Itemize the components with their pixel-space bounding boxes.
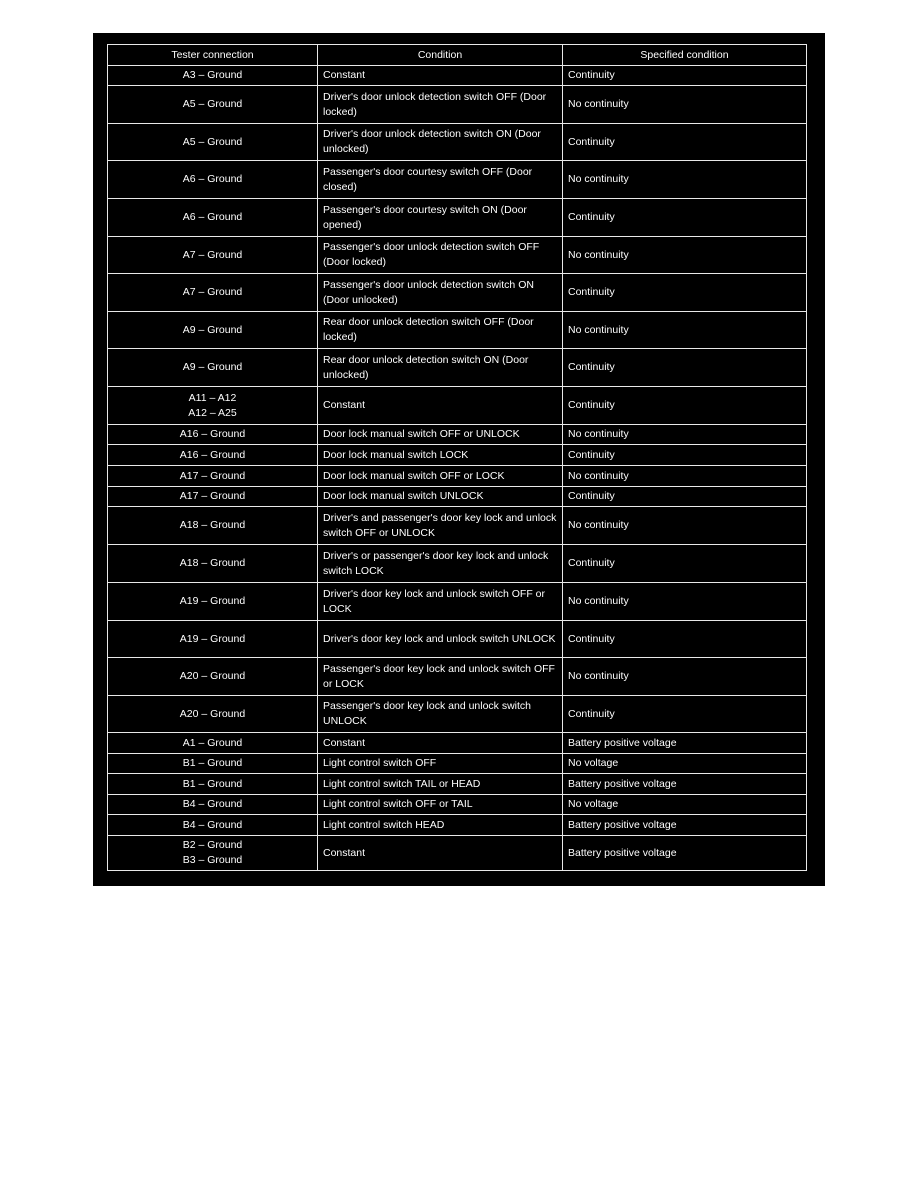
- condition-cell: Door lock manual switch LOCK: [318, 445, 563, 466]
- table-panel: [93, 33, 825, 886]
- specified-condition-cell: Continuity: [563, 445, 807, 466]
- tester-connection-text: A20 – Ground: [179, 670, 246, 682]
- table-row: [108, 237, 807, 274]
- specified-condition-cell: Continuity: [563, 349, 807, 387]
- tester-connection-cell: [108, 583, 318, 621]
- table-row: [108, 86, 807, 124]
- table-row: [108, 274, 807, 312]
- specified-condition-cell: Continuity: [563, 621, 807, 658]
- tester-connection-cell: [108, 387, 318, 425]
- table-row: [108, 545, 807, 583]
- tester-connection-cell: [108, 733, 318, 754]
- table-row: [108, 312, 807, 349]
- tester-connection-text: B4 – Ground: [182, 818, 243, 831]
- tester-connection-text: A9 – Ground: [182, 323, 243, 336]
- tester-connection-text: A5 – Ground: [182, 135, 243, 148]
- condition-cell: Rear door unlock detection switch OFF (Door locked): [318, 312, 563, 349]
- table-body: [108, 66, 807, 871]
- condition-cell: Light control switch OFF: [318, 754, 563, 774]
- specified-condition-cell: No continuity: [563, 237, 807, 274]
- tester-connection-cell: [108, 696, 318, 733]
- tester-connection-text: A17 – Ground: [179, 469, 246, 482]
- condition-cell: Door lock manual switch UNLOCK: [318, 487, 563, 507]
- condition-cell: Passenger's door unlock detection switch ON (Door unlocked): [318, 274, 563, 312]
- specified-condition-cell: No continuity: [563, 466, 807, 487]
- specified-condition-cell: Continuity: [563, 545, 807, 583]
- condition-cell: Passenger's door courtesy switch OFF (Door closed): [318, 161, 563, 199]
- tester-connection-cell: [108, 507, 318, 545]
- specified-condition-cell: Continuity: [563, 66, 807, 86]
- specified-condition-cell: No continuity: [563, 86, 807, 124]
- specified-condition-cell: No continuity: [563, 658, 807, 696]
- specified-condition-cell: Battery positive voltage: [563, 733, 807, 754]
- condition-cell: Driver's door unlock detection switch ON (Door unlocked): [318, 124, 563, 161]
- tester-connection-text: A16 – Ground: [179, 448, 246, 461]
- tester-connection-text: B3 – Ground: [182, 854, 243, 866]
- tester-connection-cell: [108, 836, 318, 871]
- tester-connection-cell: [108, 545, 318, 583]
- table-row: [108, 583, 807, 621]
- tester-connection-text: B1 – Ground: [182, 777, 243, 790]
- specified-condition-cell: No voltage: [563, 795, 807, 815]
- table-row: [108, 696, 807, 733]
- specified-condition-cell: No continuity: [563, 161, 807, 199]
- condition-cell: Driver's door key lock and unlock switch OFF or LOCK: [318, 583, 563, 621]
- condition-cell: Driver's door unlock detection switch OFF (Door locked): [318, 86, 563, 124]
- specified-condition-cell: Continuity: [563, 274, 807, 312]
- header-tester-connection: Tester connection: [108, 45, 318, 66]
- table-row: [108, 774, 807, 795]
- tester-connection-text: A3 – Ground: [182, 69, 243, 81]
- condition-cell: Constant: [318, 66, 563, 86]
- tester-connection-cell: [108, 445, 318, 466]
- specified-condition-cell: Battery positive voltage: [563, 836, 807, 871]
- condition-cell: Door lock manual switch OFF or UNLOCK: [318, 425, 563, 445]
- specified-condition-cell: Continuity: [563, 696, 807, 733]
- tester-connection-text: A19 – Ground: [179, 632, 246, 645]
- table-row: [108, 66, 807, 86]
- tester-connection-cell: [108, 658, 318, 696]
- tester-connection-cell: [108, 274, 318, 312]
- tester-connection-text: A18 – Ground: [179, 519, 246, 531]
- table-row: [108, 387, 807, 425]
- specified-condition-cell: Battery positive voltage: [563, 815, 807, 836]
- table-row: [108, 161, 807, 199]
- condition-cell: Driver's door key lock and unlock switch UNLOCK: [318, 621, 563, 658]
- tester-connection-cell: [108, 66, 318, 86]
- table-row: [108, 199, 807, 237]
- condition-cell: Driver's and passenger's door key lock and unlock switch OFF or UNLOCK: [318, 507, 563, 545]
- table-row: [108, 836, 807, 871]
- tester-connection-cell: [108, 349, 318, 387]
- tester-connection-text: A1 – Ground: [182, 736, 243, 749]
- tester-connection-text: A11 – A12: [188, 391, 237, 404]
- table-row: [108, 466, 807, 487]
- tester-connection-text: A17 – Ground: [179, 490, 246, 502]
- specified-condition-cell: No voltage: [563, 754, 807, 774]
- tester-connection-text: B1 – Ground: [182, 757, 243, 769]
- table-row: [108, 445, 807, 466]
- condition-cell: Constant: [318, 733, 563, 754]
- specified-condition-cell: No continuity: [563, 583, 807, 621]
- specified-condition-cell: Continuity: [563, 487, 807, 507]
- specified-condition-cell: Continuity: [563, 124, 807, 161]
- table-row: [108, 621, 807, 658]
- tester-connection-text: A6 – Ground: [182, 173, 243, 185]
- table-row: [108, 487, 807, 507]
- table-row: [108, 349, 807, 387]
- condition-cell: Constant: [318, 387, 563, 425]
- tester-connection-text: B4 – Ground: [182, 798, 243, 810]
- tester-connection-cell: [108, 621, 318, 658]
- condition-cell: Rear door unlock detection switch ON (Door unlocked): [318, 349, 563, 387]
- table-row: [108, 733, 807, 754]
- condition-cell: Light control switch HEAD: [318, 815, 563, 836]
- table-row: [108, 754, 807, 774]
- table-row: [108, 795, 807, 815]
- tester-connection-cell: [108, 774, 318, 795]
- condition-cell: Passenger's door unlock detection switch OFF (Door locked): [318, 237, 563, 274]
- tester-connection-text: A18 – Ground: [179, 557, 246, 569]
- condition-cell: Driver's or passenger's door key lock and unlock switch LOCK: [318, 545, 563, 583]
- tester-connection-cell: [108, 466, 318, 487]
- condition-cell: Passenger's door key lock and unlock switch UNLOCK: [318, 696, 563, 733]
- tester-connection-cell: [108, 795, 318, 815]
- tester-connection-text: A16 – Ground: [179, 428, 246, 440]
- header-specified-condition: Specified condition: [563, 45, 807, 66]
- tester-connection-cell: [108, 487, 318, 507]
- condition-cell: Door lock manual switch OFF or LOCK: [318, 466, 563, 487]
- tester-connection-text: A12 – A25: [188, 406, 237, 419]
- table-row: [108, 507, 807, 545]
- header-row: [108, 45, 807, 66]
- tester-connection-text: A5 – Ground: [182, 98, 243, 110]
- continuity-table: [107, 44, 807, 871]
- condition-cell: Constant: [318, 836, 563, 871]
- specified-condition-cell: No continuity: [563, 507, 807, 545]
- tester-connection-text: A19 – Ground: [179, 595, 246, 607]
- tester-connection-cell: [108, 754, 318, 774]
- tester-connection-text: A7 – Ground: [182, 248, 243, 261]
- tester-connection-cell: [108, 161, 318, 199]
- specified-condition-cell: No continuity: [563, 425, 807, 445]
- tester-connection-cell: [108, 237, 318, 274]
- condition-cell: Light control switch TAIL or HEAD: [318, 774, 563, 795]
- condition-cell: Passenger's door courtesy switch ON (Door opened): [318, 199, 563, 237]
- table-row: [108, 124, 807, 161]
- tester-connection-text: A9 – Ground: [182, 361, 243, 373]
- tester-connection-cell: [108, 425, 318, 445]
- tester-connection-text: A6 – Ground: [182, 211, 243, 223]
- condition-cell: Light control switch OFF or TAIL: [318, 795, 563, 815]
- tester-connection-cell: [108, 86, 318, 124]
- tester-connection-cell: [108, 124, 318, 161]
- specified-condition-cell: Battery positive voltage: [563, 774, 807, 795]
- specified-condition-cell: Continuity: [563, 199, 807, 237]
- tester-connection-text: B2 – Ground: [182, 839, 243, 851]
- table-row: [108, 658, 807, 696]
- tester-connection-cell: [108, 815, 318, 836]
- condition-cell: Passenger's door key lock and unlock switch OFF or LOCK: [318, 658, 563, 696]
- specified-condition-cell: Continuity: [563, 387, 807, 425]
- tester-connection-text: A7 – Ground: [182, 286, 243, 298]
- specified-condition-cell: No continuity: [563, 312, 807, 349]
- header-condition: Condition: [318, 45, 563, 66]
- tester-connection-cell: [108, 312, 318, 349]
- tester-connection-cell: [108, 199, 318, 237]
- tester-connection-text: A20 – Ground: [179, 707, 246, 720]
- table-row: [108, 425, 807, 445]
- table-row: [108, 815, 807, 836]
